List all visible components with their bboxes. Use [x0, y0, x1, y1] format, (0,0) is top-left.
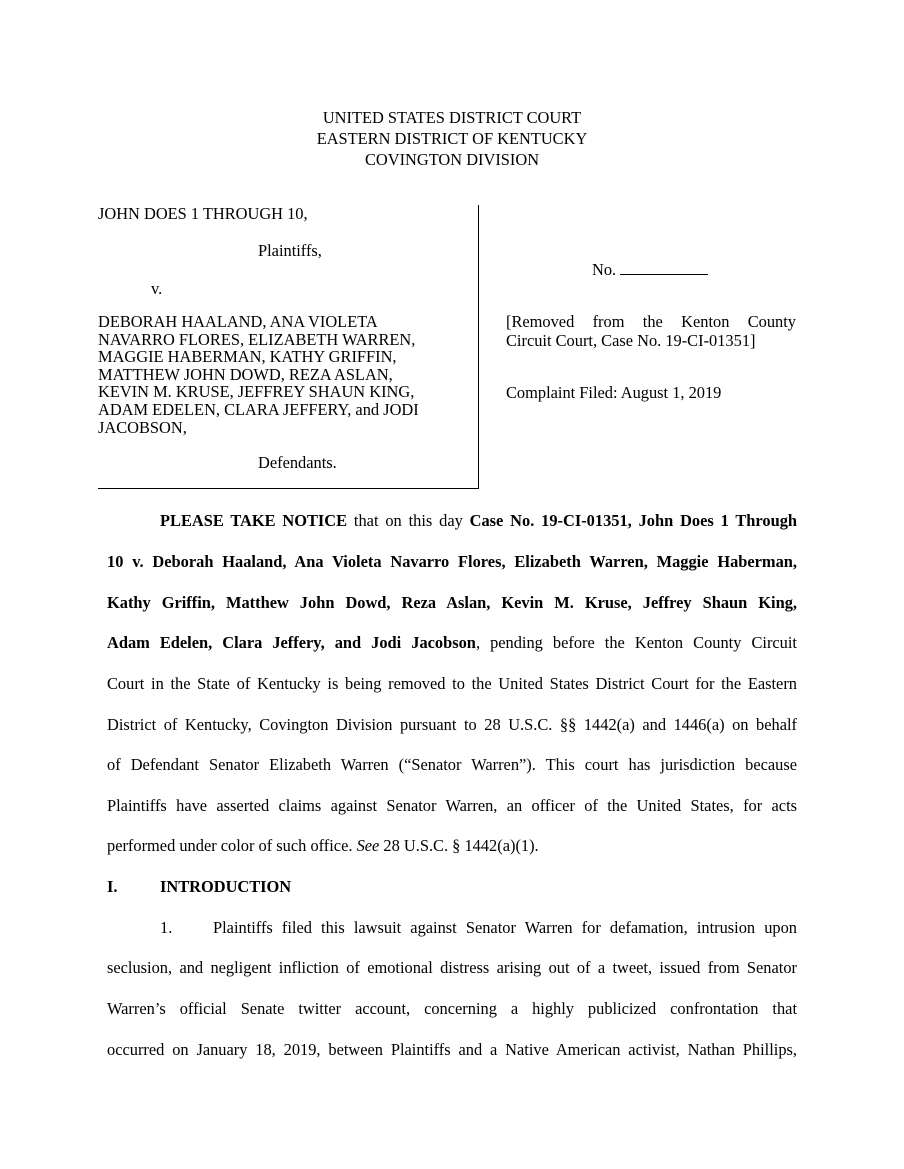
notice-line: Court in the State of Kentucky is being removed to the United States District Court for the Eastern — [107, 674, 797, 693]
defendants-line: DEBORAH HAALAND, ANA VIOLETA — [98, 312, 378, 331]
paragraph-line: Warren’s official Senate twitter account, concerning a highly publicized confrontation that — [107, 999, 797, 1018]
defendants-list — [98, 313, 419, 436]
notice-line — [107, 552, 797, 572]
paragraph-text: Plaintiffs filed this lawsuit against Senator Warren for defamation, intrusion upon — [213, 918, 797, 937]
notice-line: District of Kentucky, Covington Division pursuant to 28 U.S.C. §§ 1442(a) and 1446(a) on behalf — [107, 715, 797, 734]
defendants-line: KEVIN M. KRUSE, JEFFREY SHAUN KING, — [98, 382, 415, 402]
court-name: UNITED STATES DISTRICT COURT — [322, 108, 582, 127]
case-number — [592, 260, 708, 280]
court-district: EASTERN DISTRICT OF KENTUCKY — [316, 129, 588, 148]
removal-note — [506, 313, 796, 350]
notice-line — [107, 633, 797, 653]
removal-note-line1: [Removed from the Kenton County — [506, 312, 796, 331]
caption-bottom-rule — [98, 488, 479, 489]
notice-text: , pending before the Kenton County Circuit — [475, 633, 797, 652]
notice-line: of Defendant Senator Elizabeth Warren (“Senator Warren”). This court has jurisdiction because — [107, 755, 797, 774]
notice-lead: PLEASE TAKE NOTICE — [160, 511, 348, 530]
citation-signal: See — [356, 836, 380, 855]
plaintiffs-role: Plaintiffs, — [258, 241, 322, 260]
section-title: INTRODUCTION — [160, 877, 292, 896]
court-division: COVINGTON DIVISION — [364, 150, 540, 169]
defendants-line: MATTHEW JOHN DOWD, REZA ASLAN, — [98, 364, 393, 384]
court-header — [0, 107, 904, 170]
notice-text: 28 U.S.C. § 1442(a)(1). — [379, 836, 539, 855]
defendants-line: MAGGIE HABERMAN, KATHY GRIFFIN, — [98, 347, 397, 367]
defendants-role: Defendants. — [258, 453, 337, 472]
defendants-line: JACOBSON, — [98, 417, 187, 437]
case-number-label: No. — [592, 260, 617, 279]
case-caption-bold: Adam Edelen, Clara Jeffery, and Jodi Jacobson — [107, 633, 476, 652]
defendants-line: NAVARRO FLORES, ELIZABETH WARREN, — [98, 329, 416, 349]
notice-text: that on this day — [347, 511, 470, 530]
section-heading — [107, 877, 291, 897]
plaintiffs-name: JOHN DOES 1 THROUGH 10, — [98, 204, 308, 223]
defendants-line: ADAM EDELEN, CLARA JEFFERY, and JODI — [98, 399, 419, 419]
notice-text: performed under color of such office. — [107, 836, 357, 855]
removal-note-line2: Circuit Court, Case No. 19-CI-01351] — [506, 330, 756, 350]
notice-line: Plaintiffs have asserted claims against Senator Warren, an officer of the United States, for acts — [107, 796, 797, 815]
case-number-blank — [620, 260, 708, 275]
paragraph-line — [107, 918, 797, 938]
paragraph-line: seclusion, and negligent infliction of emotional distress arising out of a tweet, issued from Senator — [107, 958, 797, 977]
caption-divider — [478, 205, 479, 489]
section-number: I. — [107, 877, 118, 896]
notice-line — [107, 593, 797, 613]
versus: v. — [151, 279, 163, 298]
notice-line — [107, 511, 797, 531]
paragraph-line: occurred on January 18, 2019, between Plaintiffs and a Native American activist, Nathan Phillips, — [107, 1040, 797, 1059]
case-caption-bold: Kathy Griffin, Matthew John Dowd, Reza Aslan, Kevin M. Kruse, Jeffrey Shaun King, — [107, 593, 797, 612]
paragraph-number: 1. — [160, 918, 173, 937]
notice-line — [107, 836, 797, 856]
complaint-filed: Complaint Filed: August 1, 2019 — [506, 383, 722, 402]
case-caption-bold: 10 v. Deborah Haaland, Ana Violeta Navarro Flores, Elizabeth Warren, Maggie Haberman, — [107, 552, 797, 571]
case-caption-bold: Case No. 19-CI-01351, John Does 1 Through — [469, 511, 798, 530]
